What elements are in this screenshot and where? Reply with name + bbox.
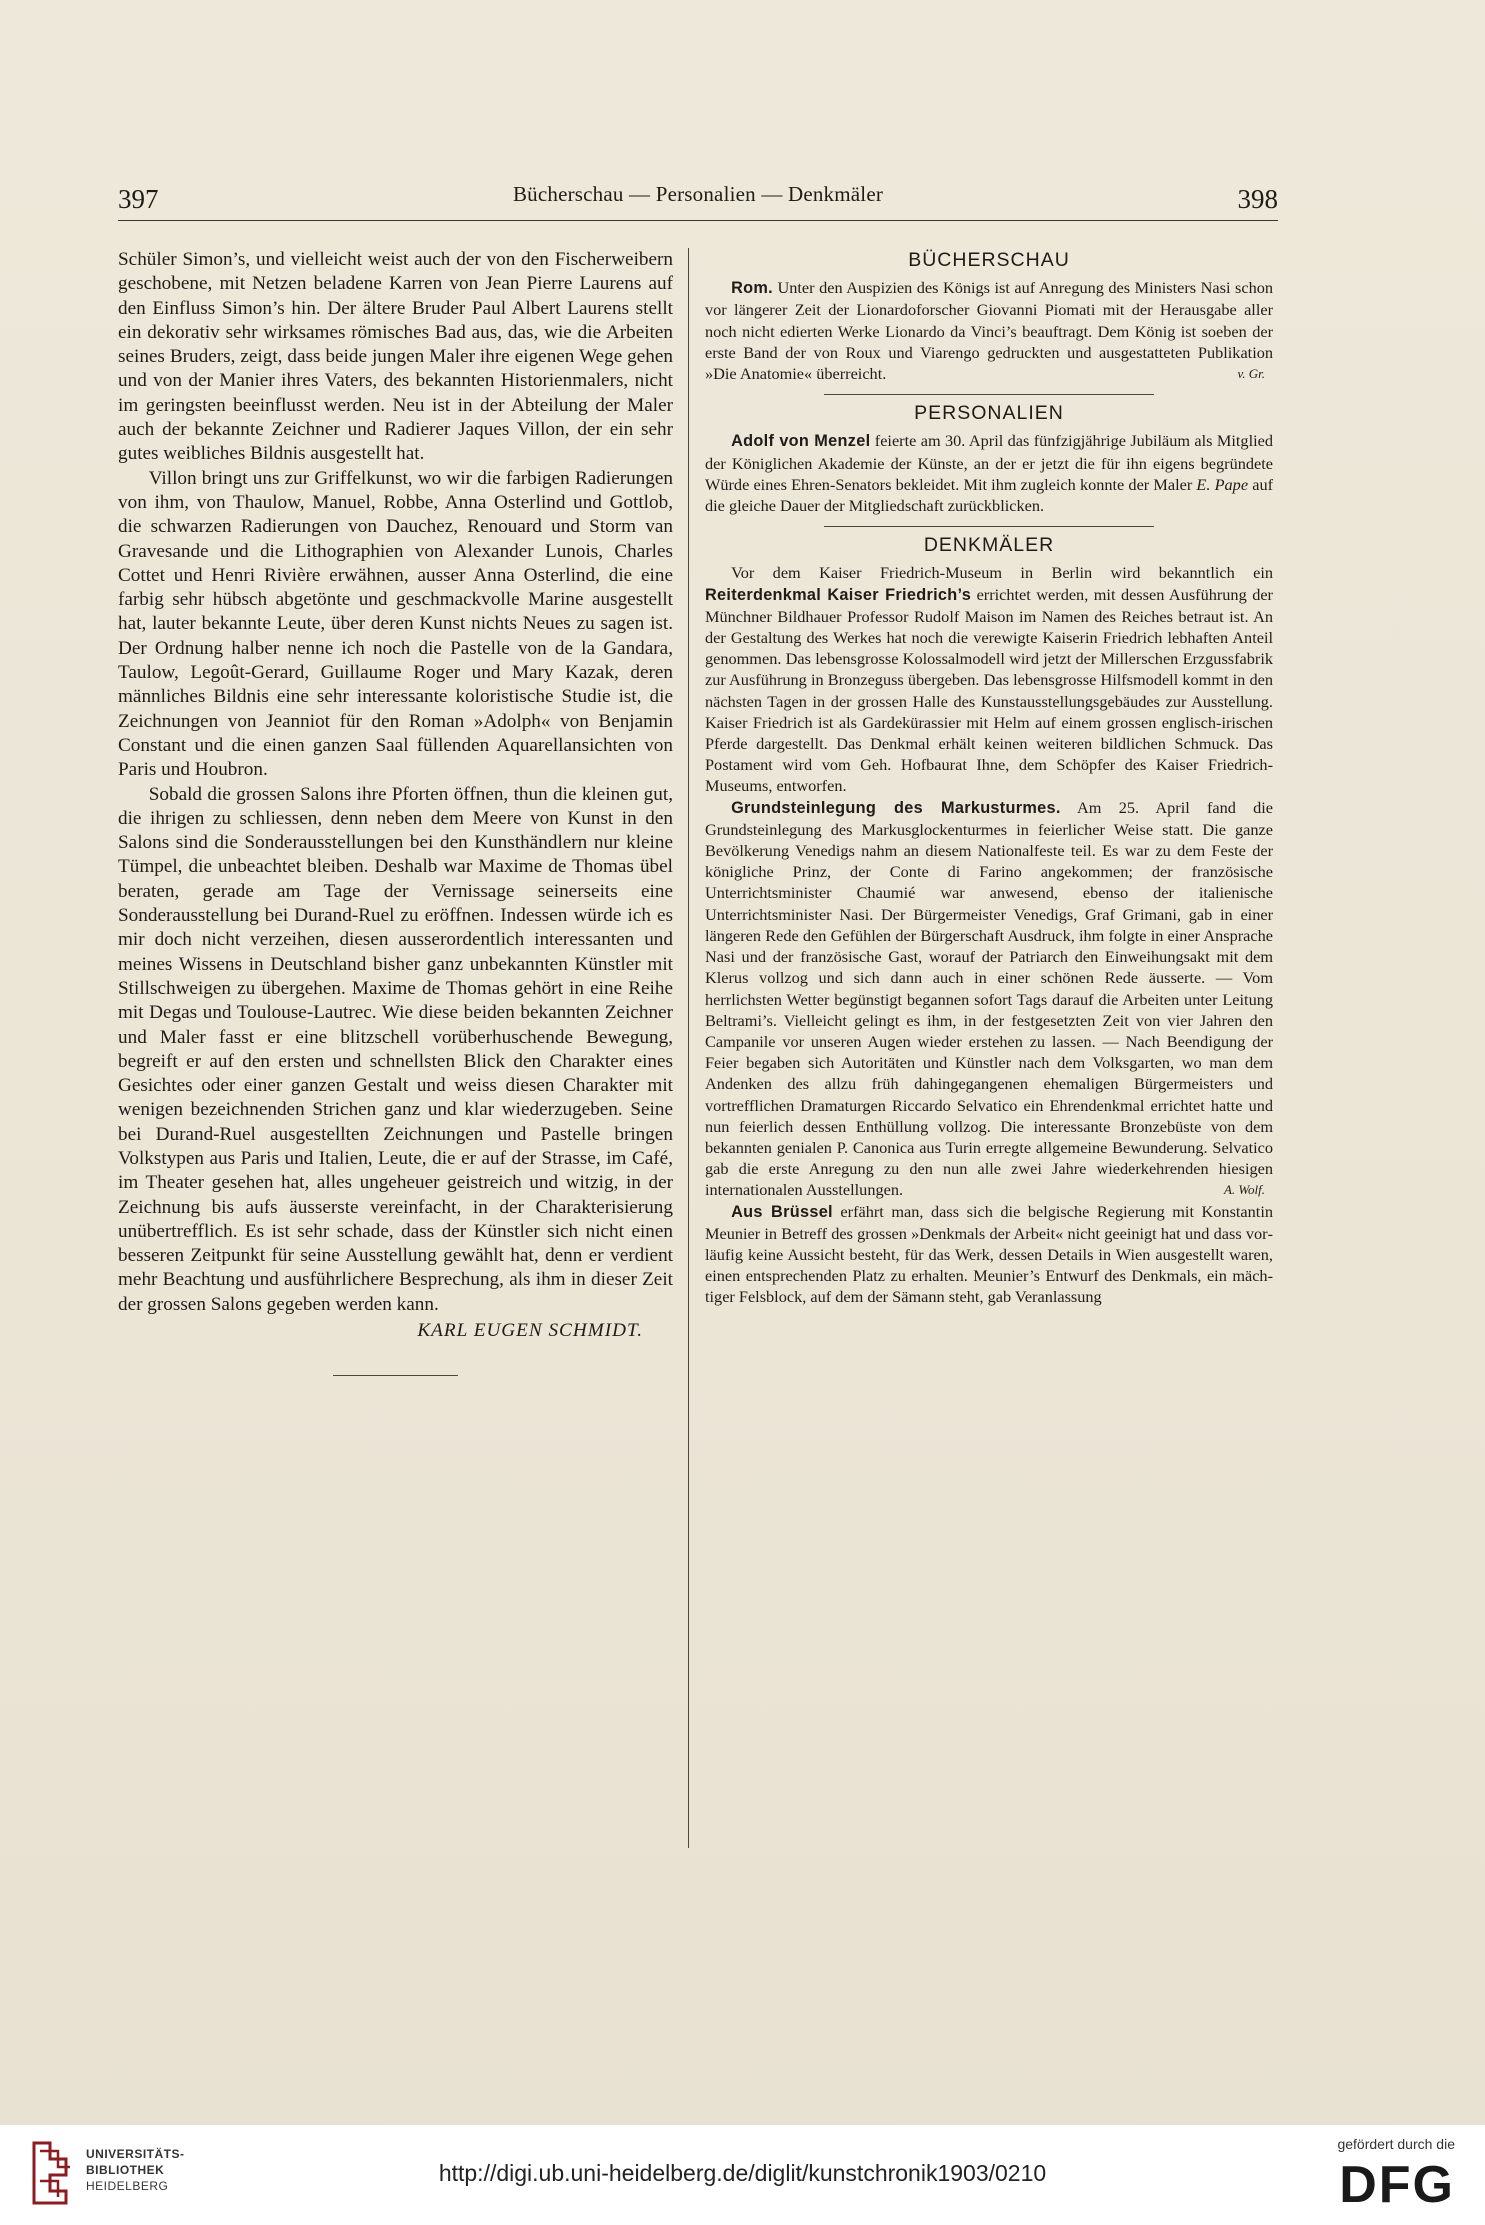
dfg-logo: DFG: [1339, 2156, 1455, 2214]
contributor-signature: A. Wolf.: [1223, 1182, 1265, 1198]
section-rule: [824, 394, 1154, 395]
paragraph: [705, 1201, 1273, 1308]
paragraph: [705, 797, 1273, 1201]
paragraph: [705, 430, 1273, 516]
library-name-line: UNIVERSITÄTS-: [86, 2147, 185, 2161]
paragraph: Schüler Simon’s, und vielleicht weist auch der von den Fischerweibern geschobene, mit Netzen beladene Karren von Jean Pierre Laurens auf den Einfluss Simon’s hin. Der ältere Bruder Paul Albert Laurens stellt ein dekorativ sehr wirksames römisches Bad aus, das, wie die Arbeiten seines Bruders, zeigt, dass beide jungen Maler ihre eigenen Wege gehen und von der Manier ihres Vaters, des bekannten Historienmalers, nicht im geringsten beeinflusst werden. Neu ist in der Abteilung der Maler auch der bekannte Zeichner und Radierer Jaques Villon, der ein sehr gutes weibliches Bildnis ausgestellt hat.: [118, 249, 673, 465]
author-signature: KARL EUGEN SCHMIDT.: [417, 1320, 643, 1342]
funder-label: gefördert durch die: [1337, 2136, 1455, 2152]
section-heading-personalien: PERSONALIEN: [914, 402, 1064, 425]
paragraph-text: erfährt man, dass sich die belgische Regierung mit Konstantin Meunier in Betreff des grossen »Denkmals der Arbeit« nicht geeinigt hat und dass vorläufig keine Aussicht besteht, für das Werk, dessen Details in Wien ausgestellt waren, einen entsprechenden Platz zu erhalten. Meunier’s Entwurf des Denkmals, ein mächtiger Felsblock, auf dem der Sämann steht, gab Veranlassung: [705, 1201, 1273, 1307]
paragraph: Villon bringt uns zur Griffelkunst, wo wir die farbigen Radierungen von ihm, von Thaulow, Manuel, Robbe, Anna Osterlind und Gottlob, die schwarzen Radierungen von Dauchez, Renouard und Storm van Gravesande und die Lithographien von Alexander Lunois, Charles Cottet und Henri Rivière erwähnen, ausser Anna Osterlind, die eine farbig sehr hübsch abgetönte und geschmackvolle Marine ausgestellt hat, lauter bekannte Leute, über deren Kunst nichts Neues zu sagen ist. Der Ordnung halber nenne ich noch die Pastelle von de la Gandara, Taulow, Legoût-Gerard, Guillaume Roger und Mary Kazak, deren männliches Bildnis eine sehr interessante koloristische Studie ist, die Zeichnungen von Jeanniot für den Roman »Adolph« von Benjamin Constant und die einen ganzen Saal füllenden Aquarellansichten von Paris und Houbron.: [118, 467, 673, 781]
page-number-right: 398: [1237, 184, 1278, 214]
paragraph: Sobald die grossen Salons ihre Pforten öffnen, thun die kleinen gut, die ihrigen zu schliessen, denn neben dem Meere von Kunst in den Salons sind die Sonderausstellungen bei den Kunsthändlern nur kleine Tümpel, die unbeachtet bleiben. Deshalb war Maxime de Thomas übel beraten, gerade am Tage der Vernissage seinerseits eine Sonderausstellung bei Durand-Ruel zu eröffnen. Indessen würde ich es mir doch nicht verzeihen, diesen ausserordentlich interessanten und meines Wissens in Deutschland bisher ganz unbekannten Künstler mit Stillschweigen zu übergehen. Maxime de Thomas gehört in eine Reihe mit Degas und Toulouse-Lautrec. Wie diese beiden bekannten Zeichner und Maler fasst er eine blitzschell vorüberhuschende Bewegung, begreift er auf den ersten und schnellsten Blick den Charakter eines Gesichtes oder einer ganzen Gestalt und weiss diesen Charakter mit wenigen bezeichnenden Strichen ganz und klar wiederzugeben. Seine bei Durand-Ruel ausgestellten Zeichnungen und Pastelle bringen Volkstypen aus Paris und Italien, Leute, die er auf der Strasse, im Café, im Theater gesehen hat, alles ungeheuer geistreich und witzig, in der Zeichnung bis aufs äusserste vereinfacht, in der Charakterisierung unübertrefflich. Es ist sehr schade, dass der Künstler sich nicht einen besseren Zeitpunkt für seine Ausstellung gewählt hat, denn er verdient mehr Beachtung und ausführlichere Besprechung, als ihm in dieser Zeit der grossen Salons gegeben werden kann.: [118, 783, 673, 1315]
running-header: [118, 180, 1278, 221]
paragraph-text: Am 25. April fand die Grundsteinlegung des Markusglockenturmes in feierlicher Weise statt. Die ganze Bevölkerung Venedigs nahm an diesem Nationalfeste teil. Es war zu dem Feste der königliche Prinz, der Conte di Farino angekommen; der französische Unterrichtsminister Chaumié war anwesend, ebenso der italienische Unterrichtsminister Nasi. Der Bürgermeister Venedigs, Graf Grimani, gab in einer längeren Rede den Gefühlen der Bürgerschaft Ausdruck, ihm folgte in einer Ansprache Nasi und der französische Gast, worauf der Patriarch den Einweihungsakt mit dem Klerus vollzog und sich dann auch in einer schönen Rede äusserte. — Vom herrlichsten Wetter begünstigt begannen sofort Tags darauf die Arbeiten unter Leitung Beltrami’s. Vielleicht gelingt es ihm, in der festgesetzten Zeit von vier Jahren den Campanile vor unseren Augen wieder erstehen zu lassen. — Nach Beendigung der Feier begaben sich Autoritäten und Künstler nach dem Volksgarten, wo man dem Andenken des allzu früh dahingegangenen ehemaligen Bürgermeisters und vortrefflichen Dramaturgen Riccardo Selvatico ein Ehrendenkmal errichtet hatte und nun feierlich dessen Enthüllung vollzog. Die interessante Bronzebüste von dem bekannten genialen P. Canonica aus Turin erregte allgemeine Bewunderung. Selvatico gab die erste Anregung zu den nun alle zwei Jahre wiederkehrenden hiesigen internationalen Ausstellungen.: [705, 797, 1274, 1200]
paragraph-text: Unter den Auspizien des Königs ist auf Anregung des Ministers Nasi schon vor längerer Zeit der Lionardoforscher Giovanni Piomati mit der Herausgabe aller noch nicht edierten Werke Lionardo da Vinci’s beauftragt. Dem König ist soeben der erste Band der von Roux und Viarengo gedruckten und ausgestatteten Publikation »Die Anatomie« überreicht.: [705, 278, 1273, 384]
source-url[interactable]: http://digi.ub.uni-heidelberg.de/diglit/kunstchronik1903/0210: [438, 2160, 1047, 2186]
paragraph: [705, 277, 1273, 384]
column-divider: [688, 248, 689, 1848]
paragraph-text: Vor dem Kaiser Friedrich-Museum in Berlin wird bekanntlich ein: [731, 563, 1273, 583]
left-column: [118, 248, 673, 1376]
lead-term: Reiterdenkmal Kaiser Friedrich’s: [705, 585, 972, 604]
section-heading-buecherschau: BÜCHERSCHAU: [908, 249, 1070, 271]
paragraph-text: auf die gleiche Dauer der Mitgliedschaft zurückblicken.: [705, 474, 1274, 516]
end-rule: [333, 1375, 458, 1376]
right-column: [705, 248, 1273, 1308]
paragraph-text: feierte am 30. April das fünfzigjährige Jubiläum als Mitglied der Königlichen Akademie der Künste, an der er jetzt die für ihn eigens begründete Würde eines Ehren-Senators bekleidet. Mit ihm zugleich konnte der Maler: [705, 431, 1273, 494]
section-rule: [824, 526, 1154, 527]
contributor-signature: v. Gr.: [1237, 366, 1265, 382]
lead-term: Rom.: [731, 279, 773, 298]
lead-term: Aus Brüssel: [731, 1202, 833, 1221]
section-heading-denkmaeler: DENKMÄLER: [923, 534, 1055, 557]
library-name-line: BIBLIOTHEK: [86, 2163, 165, 2177]
paragraph-text: errichtet werden, mit dessen Ausführung der Münchner Bildhauer Professor Rudolf Maison im Namen des Reiches betraut ist. An der Gestaltung des Werkes hat noch die verewigte Kaiserin Friedrich lebhaften Anteil genommen. Das lebensgrosse Kolossalmodell wird jetzt der Millerschen Erzgussfabrik zur Ausführung in Bronzeguss übergeben. Das lebensgrosse Hilfsmodell kommt in den nächsten Tagen in der grossen Halle des Kunstausstellungsgebäudes zur Ausstellung. Kaiser Friedrich ist als Gardekürassier mit Helm auf einem grossen englisch-irischen Pferde dargestellt. Das Denkmal erhält keinen weiteren bildlichen Schmuck. Das Postament wird vom Geh. Hofbaurat Ihne, dem Schöpfer des Kaiser Friedrich-Museums, entworfen.: [705, 584, 1273, 796]
lead-term: Adolf von Menzel: [731, 432, 871, 451]
page-number-left: 397: [118, 184, 159, 214]
person-name: E. Pape: [1196, 474, 1249, 494]
paragraph: [705, 562, 1273, 796]
library-name-line: HEIDELBERG: [86, 2179, 169, 2193]
running-title: Bücherschau — Personalien — Denkmäler: [512, 182, 884, 206]
lead-term: Grundsteinlegung des Markusturmes.: [731, 798, 1061, 817]
